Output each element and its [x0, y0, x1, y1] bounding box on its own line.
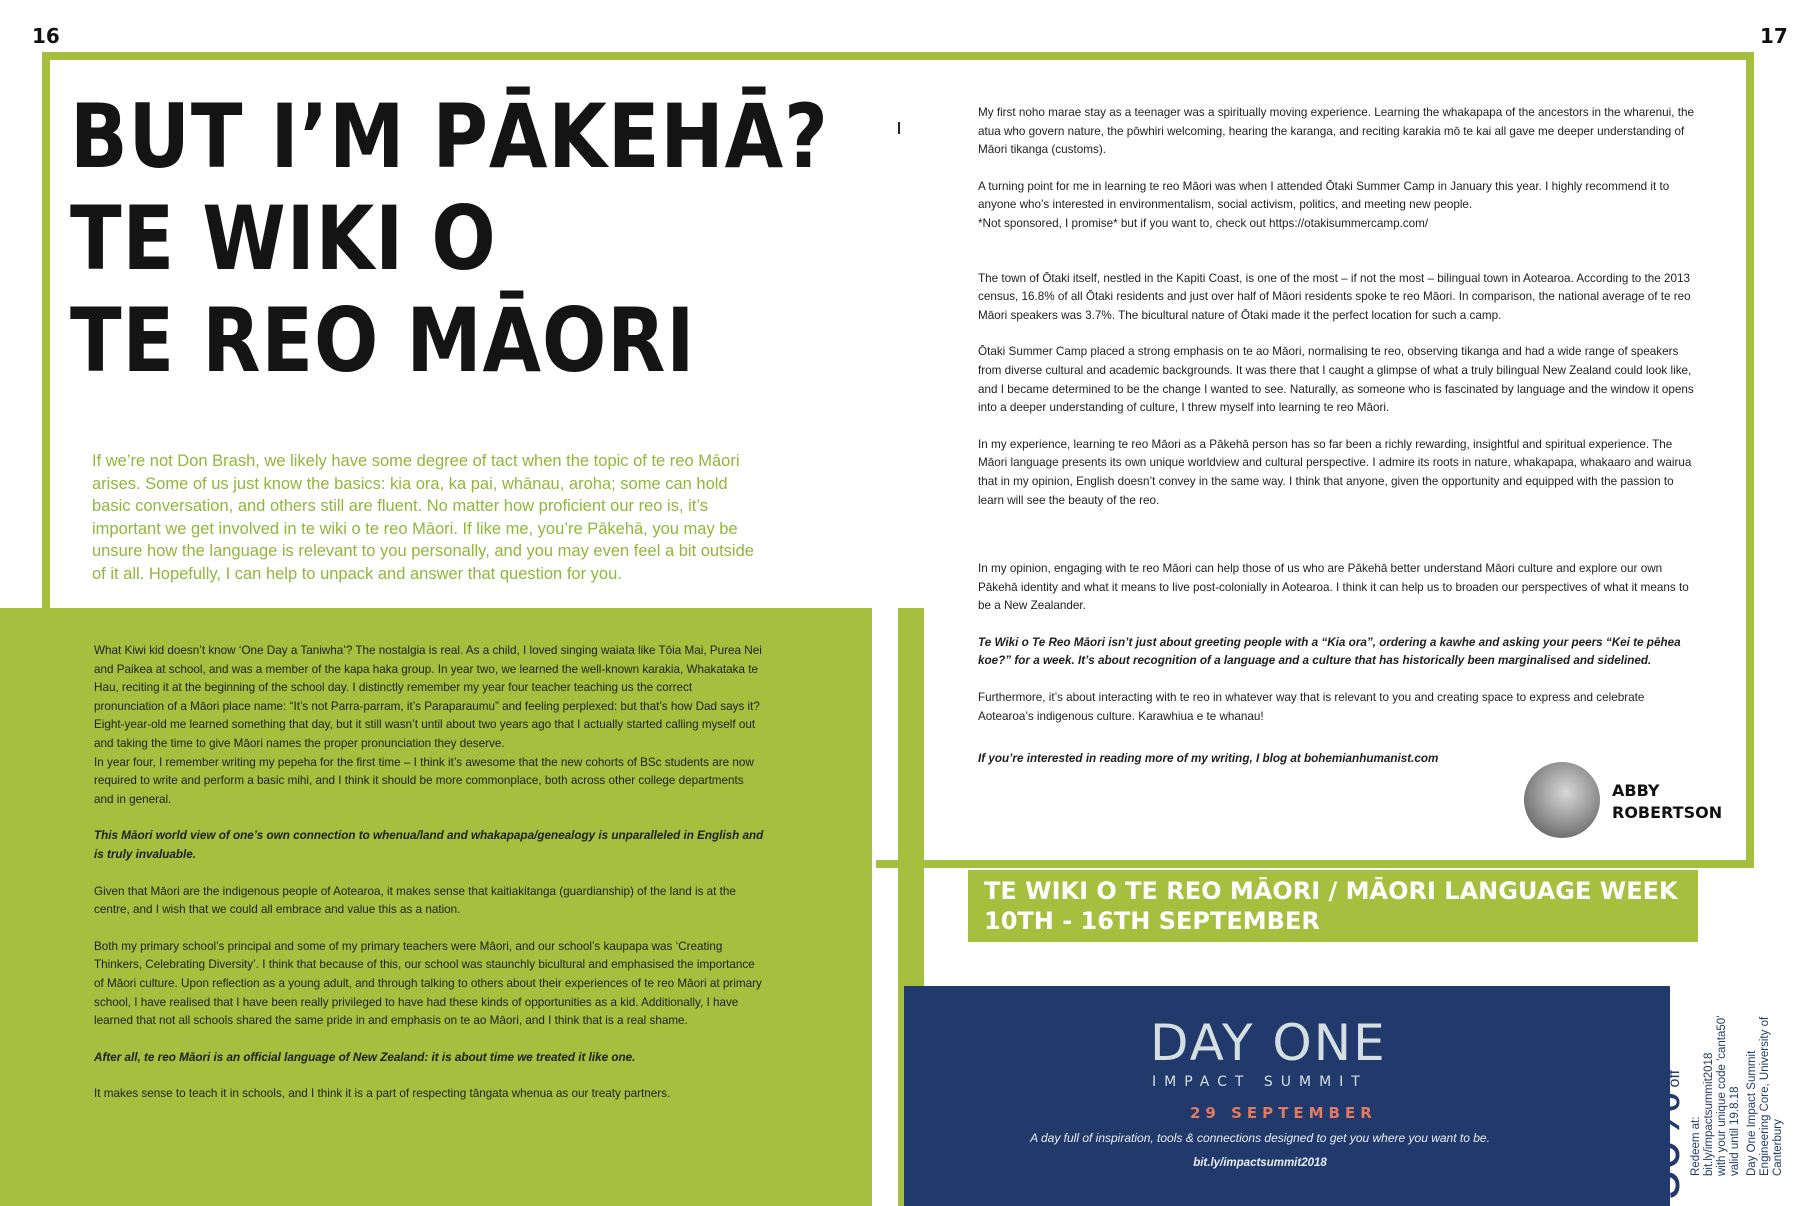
blog-note: If you’re interested in reading more of my writing, I blog at bohemianhumanist.com: [978, 752, 1439, 766]
redeem-info: [1690, 1016, 1742, 1176]
venue-line-2: Engineering Core, University of: [1759, 1016, 1771, 1176]
left-paragraph-1b: In year four, I remember writing my pepeha for the first time – I think it’s awesome that the new cohorts of BSc students are now required to write and perform a basic mihi, and I think it should be more commonplace, both across other college departments and in general.: [94, 755, 754, 806]
redeem-line-2: bit.ly/impactsummit2018: [1703, 1052, 1715, 1176]
page-number-right: 17: [1760, 24, 1788, 48]
right-paragraph-8: Furthermore, it’s about interacting with te reo in whatever way that is relevant to you and creating space to express and celebrate Aotearoa’s indigenous culture. Karawhiua e te whanau!: [978, 691, 1645, 723]
author-name: [1612, 780, 1722, 824]
headline-line-2: TE WIKI O: [70, 186, 497, 290]
left-pullquote-1: This Māori world view of one’s own connection to whenua/land and whakapapa/genealogy is unparalleled in English and is truly invaluable.: [94, 829, 764, 861]
left-column: [94, 642, 764, 1104]
left-paragraph-4: Both my primary school’s principal and some of my primary teachers were Māori, and our school’s kaupapa was ‘Creating Thinkers, Celebrating Diversity’. I think that because of this, our school was staunchly bicultural and emphasised the importance of Māori culture. Upon reflection as a young adult, and through talking to others about their experiences of te reo Māori at primary school, I have realised that I have been really privileged to have had these kinds of opportunities as a kid. Additionally, I have learned that not all schools shared the same pride in and emphasis on te ao Māori, and I think that is a real shame.: [94, 939, 762, 1028]
frame-bottom-line: [876, 860, 1754, 868]
page-number-left: 16: [32, 24, 60, 48]
headline: [70, 85, 829, 397]
redeem-line-1: Redeem at:: [1690, 1116, 1702, 1176]
divider-tick: [898, 122, 900, 134]
discount-block: [1630, 1070, 1692, 1200]
left-paragraph-1: What Kiwi kid doesn’t know ‘One Day a Taniwha’? The nostalgia is real. As a child, I loved singing waiata like Tōia Mai, Purea Nei and Paikea at school, and was a member of the kapa haka group. In year two, we learned the well-known karakia, Whakataka te Hau, reciting it at the beginning of the school day. I distinctly remember my year four teacher teaching us the correct pronunciation of a Māori place name: “It’s not Parra-parram, it’s Paraparaumu” and feeling perplexed: but that’s how Dad says it? Eight-year-old me learned something that day, but it still wasn’t until about two years ago that I actually started calling myself out and taking the time to give Māori names the proper pronunciation they deserve.: [94, 644, 762, 750]
right-paragraph-3: The town of Ōtaki itself, nestled in the Kapiti Coast, is one of the most – if not the most – bilingual town in Aotearoa. According to the 2013 census, 16.8% of all Ōtaki residents and just over half of Māori residents spoke te reo Māori. In comparison, the national average of te reo Māori speakers was 3.7%. The bicultural nature of Ōtaki made it the perfect location for such a camp.: [978, 271, 1691, 322]
right-paragraph-5: In my experience, learning te reo Māori as a Pākehā person has so far been a richly rewarding, insightful and spiritual experience. The Māori language presents its own unique worldview and cultural perspective. I admire its roots in nature, whakapapa, whakaaro and wairua that in my opinion, English doesn’t convey in the same way. I think that anyone, given the opportunity and equipped with the passion to learn will see the beauty of the reo.: [978, 437, 1692, 507]
author-avatar: [1524, 762, 1600, 838]
ad-url[interactable]: bit.ly/impactsummit2018: [1193, 1157, 1327, 1169]
banner-line-1: TE WIKI O TE REO MĀORI / MĀORI LANGUAGE WEEK: [984, 877, 1678, 905]
language-week-banner: [968, 870, 1698, 942]
left-paragraph-3: Given that Māori are the indigenous people of Aotearoa, it makes sense that kaitiakitanga (guardianship) of the land is at the centre, and I wish that we could all embrace and value this as a nation.: [94, 884, 736, 917]
headline-line-1: BUT I’M PĀKEHĀ?: [70, 85, 829, 188]
frame-top-line: [42, 52, 1754, 60]
left-pullquote-2: After all, te reo Māori is an official language of New Zealand: it is about time we treated it like one.: [94, 1050, 636, 1064]
author-last-name: ROBERTSON: [1612, 803, 1723, 822]
right-column: [978, 104, 1702, 769]
right-paragraph-1: My first noho marae stay as a teenager was a spiritually moving experience. Learning the whakapapa of the ancestors in the wharenui, the atua who govern nature, the pōwhiri welcoming, hearing the karanga, and reciting karakia mō te kai all gave me deeper understanding of Māori tikanga (customs).: [978, 106, 1694, 157]
redeem-line-3: with your unique code 'canta50': [1716, 1015, 1728, 1176]
left-paragraph-6: It makes sense to teach it in schools, and I think it is a part of respecting tāngata whenua as our treaty partners.: [94, 1087, 671, 1101]
venue-line-1: Day One Impact Summit: [1746, 1050, 1758, 1176]
right-paragraph-2b: *Not sponsored, I promise* but if you want to, check out https://otakisummercamp.com/: [978, 216, 1429, 230]
ad-date: 29 SEPTEMBER: [1190, 1104, 1377, 1122]
discount-suffix: off: [1666, 1069, 1683, 1088]
frame-left-line: [42, 52, 50, 612]
ad-title: DAY ONE: [1150, 1014, 1387, 1072]
right-pullquote: Te Wiki o Te Reo Māori isn’t just about greeting people with a “Kia ora”, ordering a kawhe and asking your peers “Kei te pēhea koe?” for a week. It’s about recognition of a language and a culture that has historically been marginalised and sidelined.: [978, 635, 1681, 668]
intro-paragraph: If we’re not Don Brash, we likely have some degree of tact when the topic of te reo Māori arises. Some of us just know the basics: kia ora, ka pai, whānau, aroha; some can hold basic conversation, and others still are fluent. No matter how proficient our reo is, it’s important we get involved in te wiki o te reo Māori. If like me, you’re Pākehā, you may be unsure how the language is relevant to you personally, and you may even feel a bit outside of it all. Hopefully, I can help to unpack and answer that question for you.: [92, 452, 754, 583]
venue-line-3: Canterbury: [1772, 1119, 1784, 1176]
right-paragraph-2: A turning point for me in learning te reo Māori was when I attended Ōtaki Summer Camp in January this year. I highly recommend it to anyone who’s interested in environmentalism, social activism, politics, and meeting new people.: [978, 179, 1670, 212]
redeem-line-4: valid until 19.8.18: [1729, 1086, 1741, 1176]
discount-value: 50%: [1631, 1091, 1691, 1200]
banner-line-2: 10TH - 16TH SEPTEMBER: [984, 907, 1320, 935]
frame-right-line: [1746, 52, 1754, 868]
right-paragraph-6: In my opinion, engaging with te reo Māori can help those of us who are Pākehā better understand Māori culture and explore our own Pākehā identity and what it means to live post-colonially in Aotearoa. I think it can help us to broaden our perspectives of what it means to be a New Zealander.: [978, 562, 1689, 613]
ad-tagline: A day full of inspiration, tools & connections designed to get you where you want to be.: [1030, 1131, 1490, 1145]
right-paragraph-4: Ōtaki Summer Camp placed a strong emphasis on te ao Māori, normalising te reo, observing tikanga and had a wide range of speakers from diverse cultural and academic backgrounds. It was there that I caught a glimpse of what a truly bilingual New Zealand could look like, and I became determined to be the change I wanted to see. Naturally, as someone who is fascinated by language and the window it opens into a deeper understanding of culture, I threw myself into learning te reo Māori.: [978, 345, 1694, 415]
author-first-name: ABBY: [1612, 781, 1660, 800]
headline-line-3: TE REO MĀORI: [70, 288, 696, 392]
ad-subtitle: IMPACT SUMMIT: [1152, 1074, 1368, 1090]
venue-info: [1746, 1017, 1785, 1176]
